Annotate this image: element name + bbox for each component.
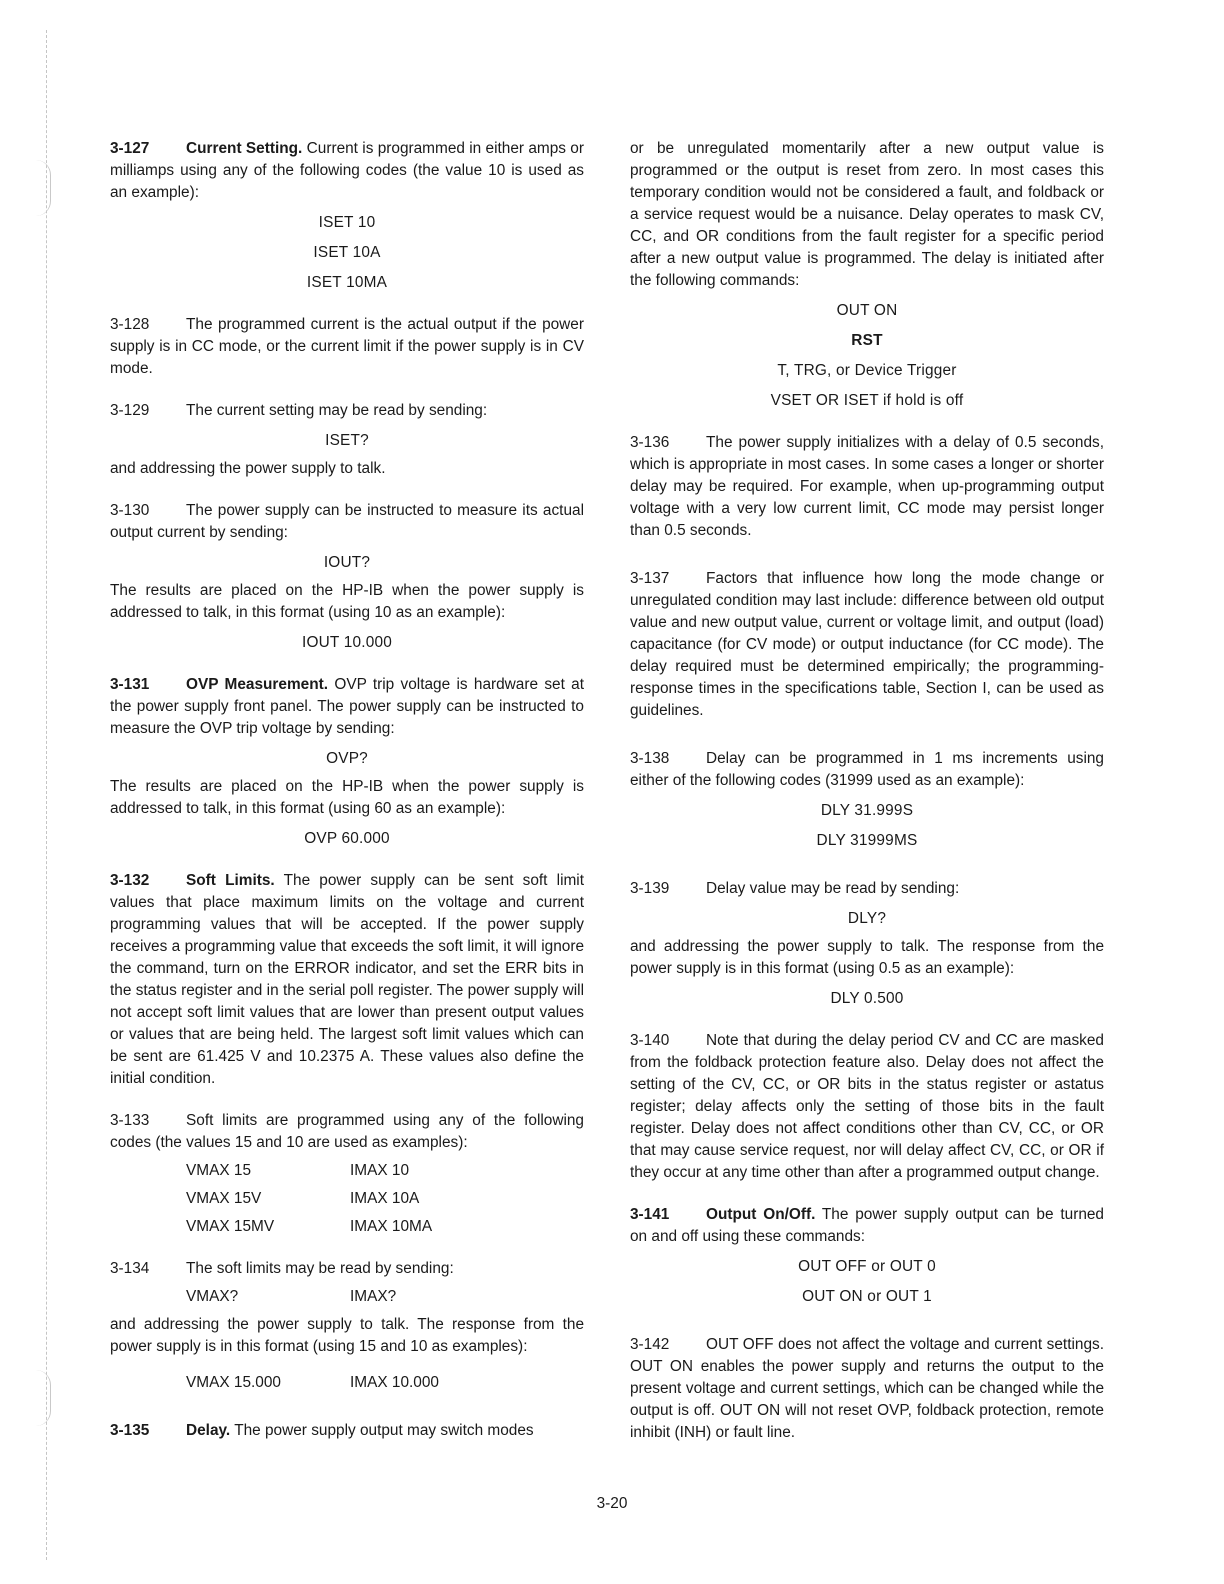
paragraph-text: OUT OFF does not affect the voltage and current settings. OUT ON enables the power supply and returns the output to the present voltage and current settings, which can be changed while the output is off. OUT ON will not reset OVP, foldback protection, remote inhibit (INH) or fault line. bbox=[630, 1336, 1104, 1441]
paragraph-3-139 bbox=[630, 878, 1104, 900]
paragraph-number: 3-142 bbox=[630, 1336, 670, 1353]
code-line: RST bbox=[851, 332, 883, 349]
paragraph-3-130 bbox=[110, 500, 584, 544]
paragraph-number: 3-130 bbox=[110, 502, 150, 519]
paragraph-number: 3-139 bbox=[630, 880, 670, 897]
paragraph-number: 3-133 bbox=[110, 1112, 150, 1129]
code-cell: IMAX 10.000 bbox=[350, 1374, 439, 1391]
code-cell: VMAX 15 bbox=[186, 1162, 252, 1179]
paragraph-text: Current is programmed in either amps or milliamps using any of the following codes (the value 10 is used as an example): bbox=[110, 140, 584, 201]
code-line: IOUT? bbox=[323, 554, 371, 571]
code-line: IOUT 10.000 bbox=[301, 634, 393, 651]
paragraph-number: 3-135 bbox=[110, 1422, 150, 1439]
paragraph-heading: Delay. bbox=[186, 1422, 231, 1439]
code-line: OUT OFF or OUT 0 bbox=[798, 1258, 936, 1275]
paragraph-number: 3-128 bbox=[110, 316, 150, 333]
code-cell: VMAX? bbox=[186, 1288, 239, 1305]
paragraph-text: The results are placed on the HP-IB when the power supply is addressed to talk, in this format (using 10 as an example): bbox=[110, 582, 584, 621]
paragraph-heading: Soft Limits. bbox=[186, 872, 275, 889]
code-line: T, TRG, or Device Trigger bbox=[777, 362, 957, 379]
paragraph-text: Note that during the delay period CV and CC are masked from the foldback protection feature also. Delay does not affect the setting of the CV, CC, or OR bits in the status register or astatus register; delay affects only the setting of those bits in the fault register. Delay does not affect conditions other than CV, CC, or OR that may cause service request, nor will delay affect CV, CC, or OR if they occur at any time other than after a programmed output change. bbox=[630, 1032, 1104, 1181]
paragraph-heading: Output On/Off. bbox=[706, 1206, 816, 1223]
code-line: DLY 31.999S bbox=[820, 802, 914, 819]
paragraph-text: The programmed current is the actual output if the power supply is in CC mode, or the current limit if the power supply is in CV mode. bbox=[110, 316, 584, 377]
paragraph-text: and addressing the power supply to talk. bbox=[110, 460, 386, 477]
paragraph-text: Delay value may be read by sending: bbox=[706, 880, 960, 897]
paragraph-text: The power supply output may switch modes bbox=[234, 1422, 534, 1439]
paragraph-3-142 bbox=[630, 1334, 1104, 1444]
code-pair bbox=[110, 1160, 584, 1182]
code-line: DLY 0.500 bbox=[830, 990, 904, 1007]
code-line: ISET 10MA bbox=[306, 274, 388, 291]
paragraph-number: 3-140 bbox=[630, 1032, 670, 1049]
paragraph-text: The power supply initializes with a delay of 0.5 seconds, which is appropriate in most cases. In some cases a longer or shorter delay may be required. For example, when up-programming output voltage with a very low current limit, CC mode may persist longer than 0.5 seconds. bbox=[630, 434, 1104, 539]
code-pair bbox=[110, 1372, 584, 1394]
paragraph-text: and addressing the power supply to talk. The response from the power supply is in this format (using 0.5 as an example): bbox=[630, 938, 1104, 977]
paragraph-text: and addressing the power supply to talk. The response from the power supply is in this format (using 15 and 10 as examples): bbox=[110, 1316, 584, 1355]
paragraph-3-134 bbox=[110, 1258, 584, 1280]
code-line: OUT ON bbox=[836, 302, 898, 319]
paragraph-3-136 bbox=[630, 432, 1104, 542]
paragraph-text: The current setting may be read by sending: bbox=[186, 402, 488, 419]
paragraph-text: The power supply can be sent soft limit values that place maximum limits on the voltage and current programming values that will be accepted. If the power supply receives a programming value that exceeds the soft limit, it will ignore the command, turn on the ERROR indicator, and set the ERR bits in the status register and in the serial poll register. The power supply will not accept soft limit values that are lower than present output values or values that are being held. The largest soft limit values which can be sent are 61.425 V and 10.2375 A. These values also define the initial condition. bbox=[110, 872, 584, 1087]
paragraph-3-141 bbox=[630, 1204, 1104, 1248]
code-line: VSET OR ISET if hold is off bbox=[770, 392, 964, 409]
code-line: ISET? bbox=[325, 432, 369, 449]
paragraph-3-129 bbox=[110, 400, 584, 422]
paragraph-number: 3-137 bbox=[630, 570, 670, 587]
paragraph-number: 3-127 bbox=[110, 140, 150, 157]
page-number: 3-20 bbox=[596, 1495, 628, 1512]
code-cell: IMAX 10 bbox=[350, 1162, 410, 1179]
paragraph-text: The power supply can be instructed to measure its actual output current by sending: bbox=[110, 502, 584, 541]
paragraph-3-135-continued: or be unregulated momentarily after a new output value is programmed or the output is reset from zero. In most cases this temporary condition would not be considered a fault, and foldback or a service request would be a nuisance. Delay operates to mask CV, CC, and OR conditions from the fault register for a specific period after a new output value is programmed. The delay is initiated after the following commands: bbox=[630, 140, 1104, 289]
right-column bbox=[630, 138, 1104, 1444]
code-pair bbox=[110, 1216, 584, 1238]
paragraph-number: 3-134 bbox=[110, 1260, 150, 1277]
binding-hole-mark bbox=[36, 160, 51, 216]
paragraph-heading: OVP Measurement. bbox=[186, 676, 329, 693]
paragraph-text: OVP trip voltage is hardware set at the power supply front panel. The power supply can be instructed to measure the OVP trip voltage by sending: bbox=[110, 676, 585, 737]
paragraph-3-127 bbox=[110, 138, 584, 204]
paragraph-number: 3-129 bbox=[110, 402, 150, 419]
paragraph-number: 3-136 bbox=[630, 434, 670, 451]
paragraph-3-133 bbox=[110, 1110, 584, 1154]
paragraph-3-137 bbox=[630, 568, 1104, 722]
code-cell: VMAX 15MV bbox=[186, 1218, 275, 1235]
code-line: ISET 10 bbox=[318, 214, 376, 231]
code-line: OVP 60.000 bbox=[304, 830, 390, 847]
paragraph-3-131 bbox=[110, 674, 584, 740]
code-line: OUT ON or OUT 1 bbox=[802, 1288, 932, 1305]
code-cell: IMAX? bbox=[350, 1288, 397, 1305]
paragraph-text: The results are placed on the HP-IB when the power supply is addressed to talk, in this format (using 60 as an example): bbox=[110, 778, 584, 817]
paragraph-number: 3-141 bbox=[630, 1206, 670, 1223]
paragraph-text: The soft limits may be read by sending: bbox=[186, 1260, 454, 1277]
left-column bbox=[110, 138, 584, 1442]
paragraph-3-140 bbox=[630, 1030, 1104, 1184]
code-cell: VMAX 15.000 bbox=[186, 1374, 281, 1391]
code-cell: VMAX 15V bbox=[186, 1190, 262, 1207]
paragraph-number: 3-132 bbox=[110, 872, 150, 889]
code-cell: IMAX 10MA bbox=[350, 1218, 433, 1235]
code-line: ISET 10A bbox=[313, 244, 381, 261]
code-cell: IMAX 10A bbox=[350, 1190, 420, 1207]
paragraph-number: 3-138 bbox=[630, 750, 670, 767]
paragraph-3-132 bbox=[110, 870, 584, 1090]
code-pair bbox=[110, 1188, 584, 1210]
code-line: DLY 31999MS bbox=[816, 832, 918, 849]
code-line: DLY? bbox=[847, 910, 887, 927]
paragraph-heading: Current Setting. bbox=[186, 140, 303, 157]
paragraph-3-128 bbox=[110, 314, 584, 380]
paragraph-3-138 bbox=[630, 748, 1104, 792]
paragraph-number: 3-131 bbox=[110, 676, 150, 693]
paragraph-text: Delay can be programmed in 1 ms increments using either of the following codes (31999 used as an example): bbox=[630, 750, 1104, 789]
binding-hole-mark bbox=[36, 1370, 51, 1426]
paragraph-text: The power supply output can be turned on and off using these commands: bbox=[630, 1206, 1104, 1245]
binding-edge bbox=[46, 30, 48, 1560]
code-pair bbox=[110, 1286, 584, 1308]
paragraph-text: Soft limits are programmed using any of the following codes (the values 15 and 10 are used as examples): bbox=[110, 1112, 584, 1151]
code-line: OVP? bbox=[326, 750, 368, 767]
paragraph-text: Factors that influence how long the mode change or unregulated condition may last include: difference between old output value and new output value, current or voltage limit, and output (load) capacitance (for CV mode) or output inductance (for CC mode). The delay required must be determined empirically; the programming-response times in the specifications table, Section I, can be used as guidelines. bbox=[630, 570, 1104, 719]
paragraph-3-135 bbox=[110, 1420, 584, 1442]
